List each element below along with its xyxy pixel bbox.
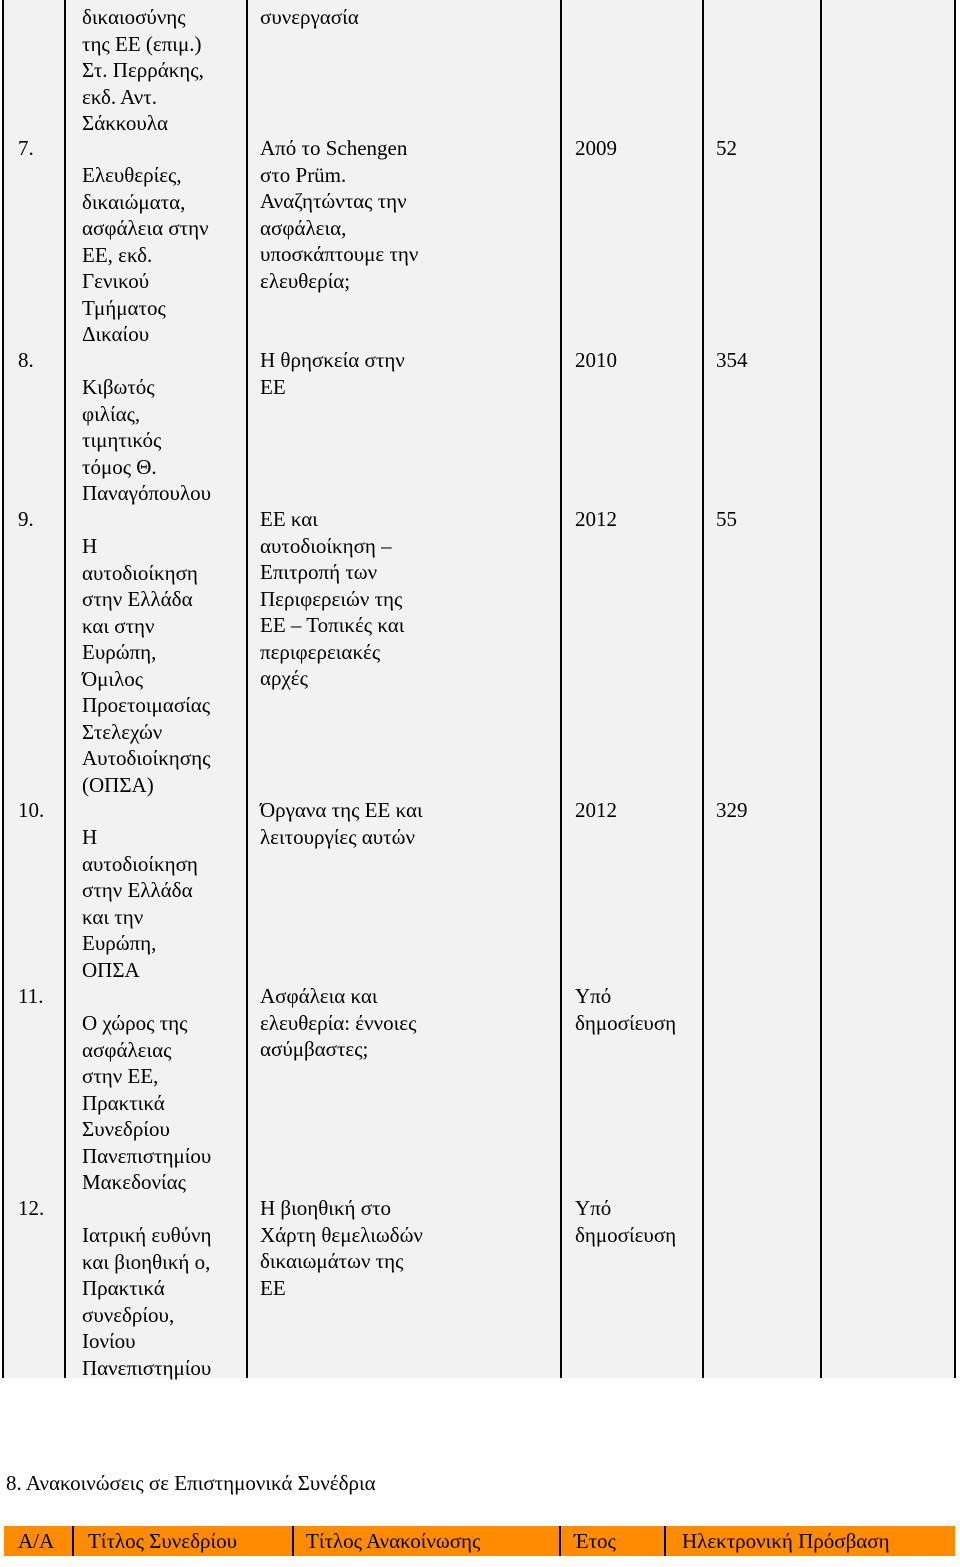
row-number: 8. [18,348,34,372]
row-contribution: Ασφάλεια και ελευθερία: έννοιες ασύμβαστες; [260,984,417,1061]
row-contribution: συνεργασία [260,5,359,29]
row-title: Ιατρική ευθύνη και βιοηθική ο, Πρακτικά συνεδρίου, Ιονίου Πανεπιστημίου [82,1223,212,1380]
row-contribution: Η θρησκεία στην ΕΕ [260,348,405,399]
row-contribution: Η βιοηθική στο Χάρτη θεμελιωδών δικαιωμάτων της ΕΕ [260,1196,423,1300]
column-divider [560,0,562,1378]
row-year: 2012 [575,507,617,531]
row-number: 12. [18,1196,45,1220]
row-title: Η αυτοδιοίκηση στην Ελλάδα και στην Ευρώπη, Όμιλος Προετοιμασίας Στελεχών Αυτοδιοίκησης (ΟΠΣΑ) [82,534,211,797]
header-cell-electronic-access: Ηλεκτρονική Πρόσβαση [682,1529,890,1553]
row-contribution: Από το Schengen στο Prüm. Αναζητώντας την ασφάλεια, υποσκάπτουμε την ελευθερία; [260,136,419,293]
row-pages: 52 [716,136,737,160]
header-cell-number: Α/Α [18,1529,55,1553]
row-contribution: ΕΕ και αυτοδιοίκηση – Επιτροπή των Περιφερειών της ΕΕ – Τοπικές και περιφερειακές αρχές [260,507,405,690]
row-pages: 354 [716,348,748,372]
column-divider [64,0,66,1378]
column-divider [702,0,704,1378]
column-divider [246,0,248,1378]
header-divider [72,1526,74,1556]
table-border-left [2,0,4,1378]
table-border-right [954,0,956,1378]
row-number: 9. [18,507,34,531]
row-title: Η αυτοδιοίκηση στην Ελλάδα και την Ευρώπη, ΟΠΣΑ [82,825,198,982]
row-title: δικαιοσύνης της ΕΕ (επιμ.) Στ. Περράκης, εκδ. Αντ. Σάκκουλα [82,5,204,135]
header-cell-announcement-title: Τίτλος Ανακοίνωσης [306,1529,481,1553]
row-number: 10. [18,798,45,822]
row-pages: 55 [716,507,737,531]
row-year: 2010 [575,348,617,372]
header-divider [292,1526,294,1556]
row-contribution: Όργανα της ΕΕ και λειτουργίες αυτών [260,798,423,849]
row-title: Ελευθερίες, δικαιώματα, ασφάλεια στην ΕΕ, εκδ. Γενικού Τμήματος Δικαίου [82,163,209,346]
row-year: Υπό δημοσίευση [575,1196,677,1247]
section-heading: 8. Ανακοινώσεις σε Επιστημονικά Συνέδρια [6,1471,376,1495]
row-number: 11. [18,984,44,1008]
row-number: 7. [18,136,34,160]
row-year: Υπό δημοσίευση [575,984,677,1035]
column-divider [820,0,822,1378]
conference-table-header [4,1526,955,1556]
header-divider [559,1526,561,1556]
row-year: 2009 [575,136,617,160]
header-divider [664,1526,666,1556]
row-title: Ο χώρος της ασφάλειας στην ΕΕ, Πρακτικά Συνεδρίου Πανεπιστημίου Μακεδονίας [82,1011,212,1194]
row-year: 2012 [575,798,617,822]
row-pages: 329 [716,798,748,822]
header-cell-conference-title: Τίτλος Συνεδρίου [88,1529,238,1553]
header-cell-year: Έτος [574,1529,616,1553]
row-title: Κιβωτός φιλίας, τιμητικός τόμος Θ. Παναγόπουλου [82,375,212,505]
